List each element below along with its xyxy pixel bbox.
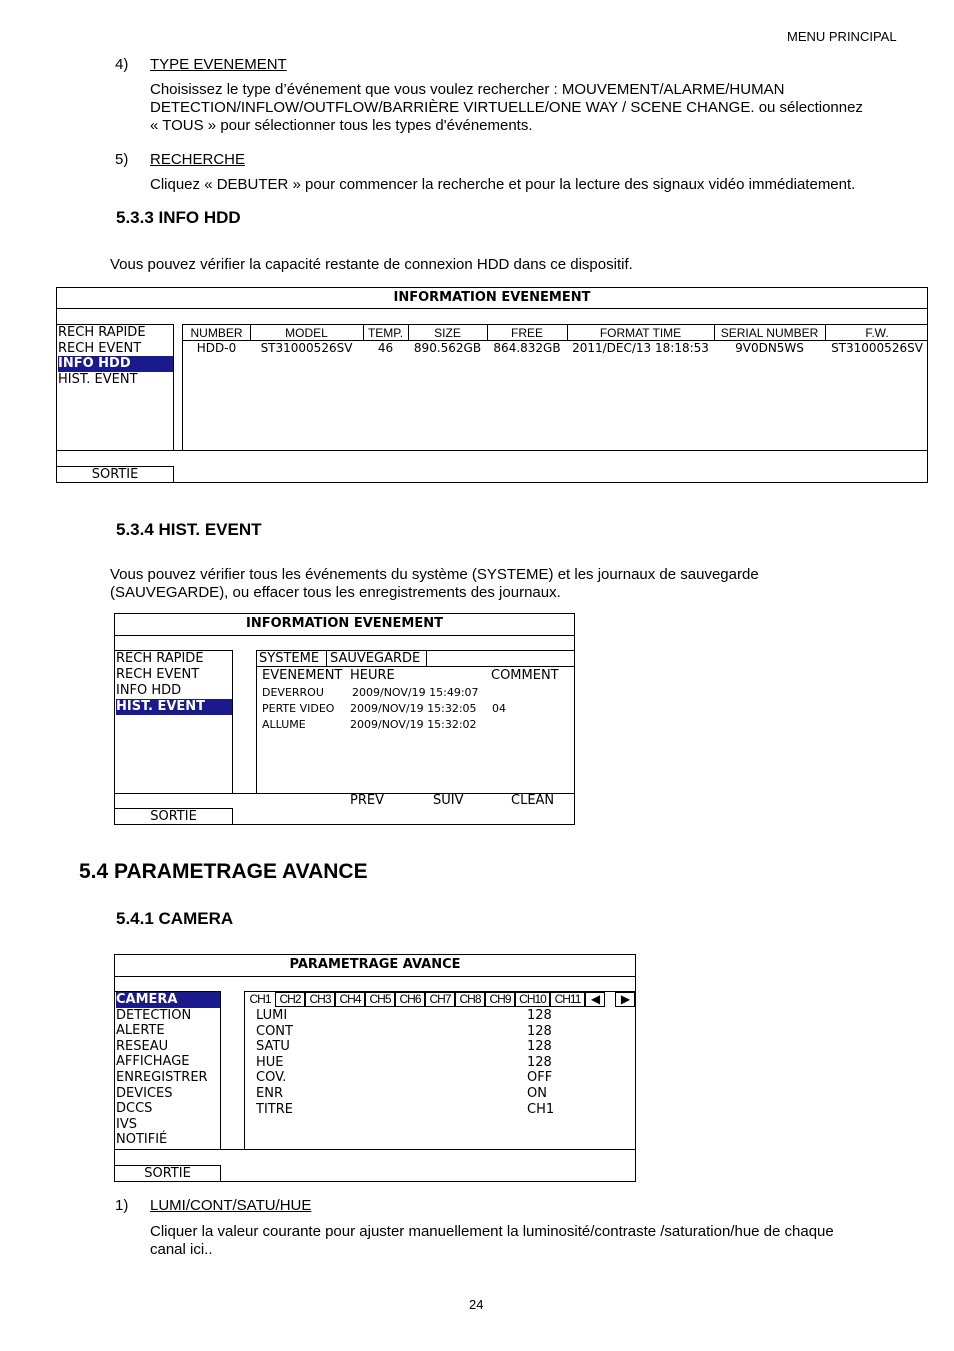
column-header: TEMP. (367, 326, 404, 340)
menu-item-affichage[interactable]: AFFICHAGE (116, 1054, 190, 1070)
item-body: Cliquer la valeur courante pour ajuster manuellement la luminosité/contraste /saturation/hue de chaque canal ici.. (150, 1223, 834, 1258)
menu-item-rech-event[interactable]: RECH EVENT (58, 340, 142, 356)
next-button[interactable]: SUIV (433, 793, 464, 808)
menu-item-rech-rapide[interactable]: RECH RAPIDE (58, 325, 146, 340)
menu-item-notifie[interactable]: NOTIFIÉ (116, 1132, 168, 1148)
column-header: SIZE (434, 326, 461, 340)
column-header: SERIAL NUMBER (720, 326, 819, 340)
event-history-panel (114, 613, 575, 825)
item-body: Choisissez le type d’événement que vous voulez rechercher : MOUVEMENT/ALARME/HUMAN DETECTION/INFLOW/OUTFLOW/BARRIÈRE VIRTUELLE/ONE WAY / SCENE CHANGE. ou sélectionnez « TOUS » pour sélectionner tous les types d'événements. (150, 81, 863, 134)
tab-ch2[interactable]: CH2 (275, 992, 305, 1007)
section-heading: 5.4.1 CAMERA (116, 909, 234, 928)
divider (115, 635, 574, 636)
item-title: RECHERCHE (150, 151, 246, 168)
divider (57, 308, 927, 309)
tab-sauvegarde[interactable]: SAUVEGARDE (326, 650, 427, 667)
value-enr[interactable]: ON (527, 1085, 547, 1101)
tab-ch1[interactable]: CH1 (249, 992, 271, 1006)
value-titre[interactable]: CH1 (527, 1101, 555, 1117)
divider (57, 450, 927, 451)
exit-button[interactable]: SORTIE (114, 1165, 221, 1182)
tab-ch11[interactable]: CH11 (550, 992, 585, 1007)
panel-title: INFORMATION EVENEMENT (246, 616, 443, 631)
prev-button[interactable]: PREV (350, 793, 384, 808)
side-menu (56, 324, 174, 451)
tab-ch6[interactable]: CH6 (395, 992, 425, 1007)
menu-item-info-hdd[interactable]: INFO HDD (116, 683, 182, 698)
column-header: NUMBER (190, 326, 243, 340)
section-heading: 5.3.4 HIST. EVENT (116, 520, 262, 539)
tab-ch5[interactable]: CH5 (365, 992, 395, 1007)
divider (115, 976, 635, 977)
menu-item-rech-rapide[interactable]: RECH RAPIDE (116, 651, 204, 666)
tab-systeme[interactable]: SYSTEME (259, 651, 320, 666)
column-header: HEURE (350, 668, 395, 683)
hdd-info-panel (56, 287, 928, 483)
setting-satu: SATU (256, 1039, 290, 1055)
tab-ch9[interactable]: CH9 (485, 992, 515, 1007)
setting-enr: ENR (256, 1085, 283, 1101)
item-body: Cliquez « DEBUTER » pour commencer la recherche et pour la lecture des signaux vidéo immédiatement. (150, 176, 856, 193)
item-title: TYPE EVENEMENT (150, 56, 287, 73)
setting-titre: TITRE (256, 1101, 293, 1117)
divider (115, 1149, 635, 1150)
side-menu (114, 650, 233, 794)
menu-item-hist-event[interactable]: HIST. EVENT (58, 371, 138, 387)
panel-title: PARAMETRAGE AVANCE (289, 957, 461, 972)
item-number: 4) (115, 56, 129, 73)
running-header: MENU PRINCIPAL (787, 29, 897, 44)
value-cont[interactable]: 128 (527, 1023, 552, 1039)
camera-settings (244, 991, 636, 1150)
value-cov[interactable]: OFF (527, 1070, 553, 1086)
side-menu (114, 991, 221, 1150)
menu-item-dccs[interactable]: DCCS (116, 1101, 153, 1117)
arrow-right-icon[interactable]: ▶ (615, 992, 635, 1007)
settings-values (527, 1008, 554, 1117)
column-header: FREE (510, 326, 543, 340)
value-satu[interactable]: 128 (527, 1039, 552, 1055)
advanced-settings-panel (114, 954, 636, 1182)
value-hue[interactable]: 128 (527, 1054, 552, 1070)
table-row[interactable]: ALLUME 2009/NOV/19 15:32:02 (262, 718, 477, 731)
hdd-table (182, 324, 928, 451)
menu-item-hist-event[interactable]: HIST. EVENT (116, 699, 232, 715)
column-header: FORMAT TIME (599, 326, 682, 340)
tab-ch7[interactable]: CH7 (425, 992, 455, 1007)
setting-hue: HUE (256, 1054, 284, 1070)
menu-item-detection[interactable]: DETECTION (116, 1007, 192, 1023)
item-title: LUMI/CONT/SATU/HUE (150, 1197, 312, 1214)
menu-item-ivs[interactable]: IVS (116, 1116, 137, 1132)
section-text: Vous pouvez vérifier la capacité restante de connexion HDD dans ce dispositif. (110, 256, 633, 273)
menu-item-camera[interactable]: CAMERA (116, 992, 220, 1008)
item-number: 5) (115, 151, 129, 168)
section-heading: 5.3.3 INFO HDD (116, 208, 241, 227)
menu-item-alerte[interactable]: ALERTE (116, 1023, 165, 1039)
event-list (256, 650, 575, 794)
table-row[interactable]: DEVERROU 2009/NOV/19 15:49:07 (262, 686, 479, 699)
chapter-heading: 5.4 PARAMETRAGE AVANCE (79, 860, 368, 883)
menu-item-enregistrer[interactable]: ENREGISTRER (116, 1069, 208, 1085)
exit-button[interactable]: SORTIE (114, 808, 233, 825)
exit-button[interactable]: SORTIE (56, 466, 174, 483)
menu-item-info-hdd[interactable]: INFO HDD (58, 356, 173, 372)
tab-ch10[interactable]: CH10 (515, 992, 550, 1007)
divider (115, 793, 574, 794)
item-number: 1) (115, 1197, 129, 1214)
tab-ch8[interactable]: CH8 (455, 992, 485, 1007)
panel-title: INFORMATION EVENEMENT (393, 290, 591, 305)
tab-ch3[interactable]: CH3 (305, 992, 335, 1007)
page-number: 24 (469, 1297, 484, 1312)
clean-button[interactable]: CLEAN (511, 793, 555, 808)
menu-item-devices[interactable]: DEVICES (116, 1085, 173, 1101)
table-row[interactable]: PERTE VIDEO 2009/NOV/19 15:32:05 04 (262, 702, 506, 715)
setting-cont: CONT (256, 1023, 293, 1039)
settings-labels (256, 1008, 293, 1117)
column-header: COMMENT (491, 668, 559, 683)
column-header: MODEL (285, 326, 328, 340)
arrow-left-icon[interactable]: ◀ (585, 992, 605, 1007)
column-header: EVENEMENT (262, 668, 343, 683)
setting-cov: COV. (256, 1070, 287, 1086)
menu-item-rech-event[interactable]: RECH EVENT (116, 667, 200, 682)
setting-lumi: LUMI (256, 1008, 288, 1023)
tab-ch4[interactable]: CH4 (335, 992, 365, 1007)
section-text: Vous pouvez vérifier tous les événements du système (SYSTEME) et les journaux de sauvegarde (SAUVEGARDE), ou effacer tous les enregistrements des journaux. (110, 566, 759, 601)
menu-item-reseau[interactable]: RESEAU (116, 1038, 169, 1054)
table-row[interactable]: HDD-0 ST31000526SV 46 890.562GB 864.832GB 2011/DEC/13 18:18:53 9V0DN5WS ST31000526SV (196, 341, 923, 355)
value-lumi[interactable]: 128 (527, 1008, 552, 1023)
column-header: F.W. (865, 326, 889, 340)
